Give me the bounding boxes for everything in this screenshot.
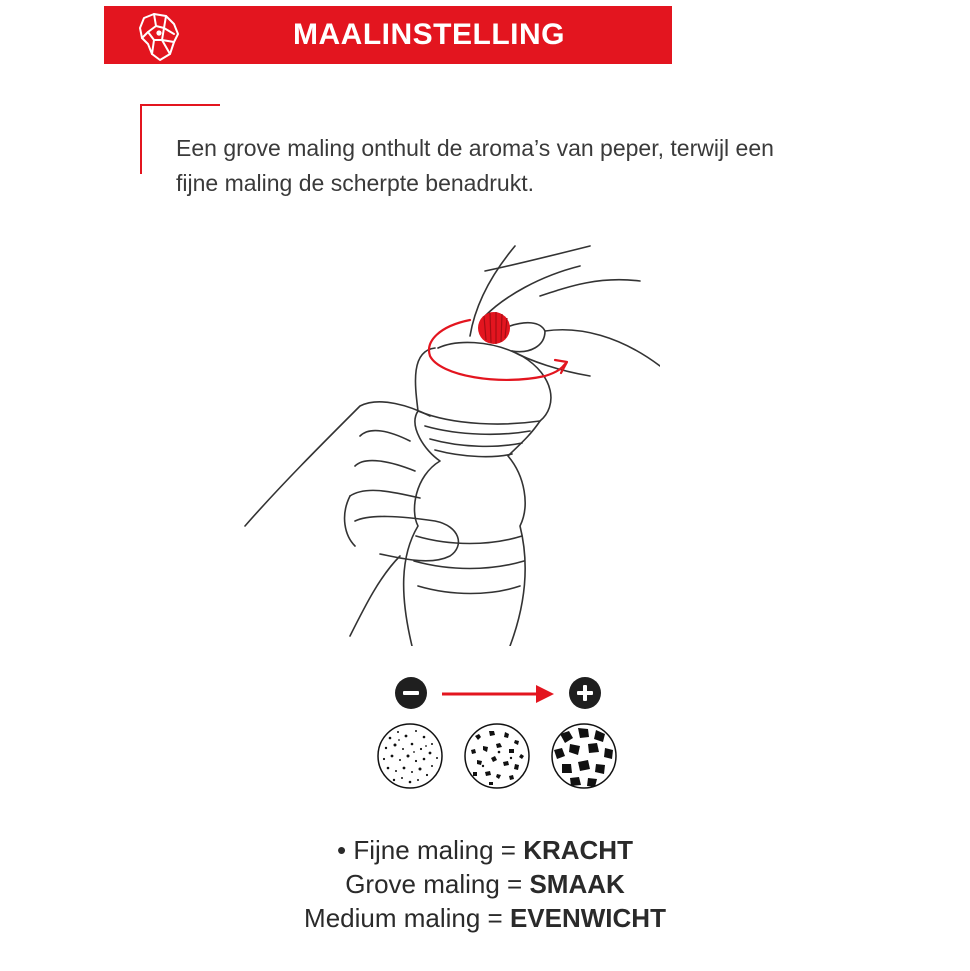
legend-line-medium (0, 901, 970, 935)
arrow-right-icon (440, 682, 556, 706)
legend-value-medium: EVENWICHT (509, 903, 666, 933)
pepper-mill-hand-illustration (240, 236, 660, 646)
grind-legend (0, 833, 970, 935)
fine-grain-icon (376, 722, 444, 790)
legend-bullet: • (337, 835, 347, 865)
grind-knob-icon (478, 312, 510, 344)
legend-label-fine: Fijne maling = (353, 835, 516, 865)
legend-label-medium: Medium maling = (304, 903, 503, 933)
minus-circle-icon (394, 676, 428, 710)
medium-grain-icon (463, 722, 531, 790)
legend-line-fine (0, 833, 970, 867)
legend-line-coarse (0, 867, 970, 901)
legend-value-fine: KRACHT (523, 835, 633, 865)
legend-label-coarse: Grove maling = (345, 869, 523, 899)
intro-text: Een grove maling onthult de aroma’s van peper, terwijl een fijne maling de scherpte benadrukt. (176, 135, 774, 196)
page-title: MAALINSTELLING (293, 18, 565, 51)
coarse-grain-icon (550, 722, 618, 790)
title-banner (104, 6, 672, 64)
lion-head-icon (134, 10, 182, 62)
legend-value-coarse: SMAAK (529, 869, 625, 899)
plus-circle-icon (568, 676, 602, 710)
